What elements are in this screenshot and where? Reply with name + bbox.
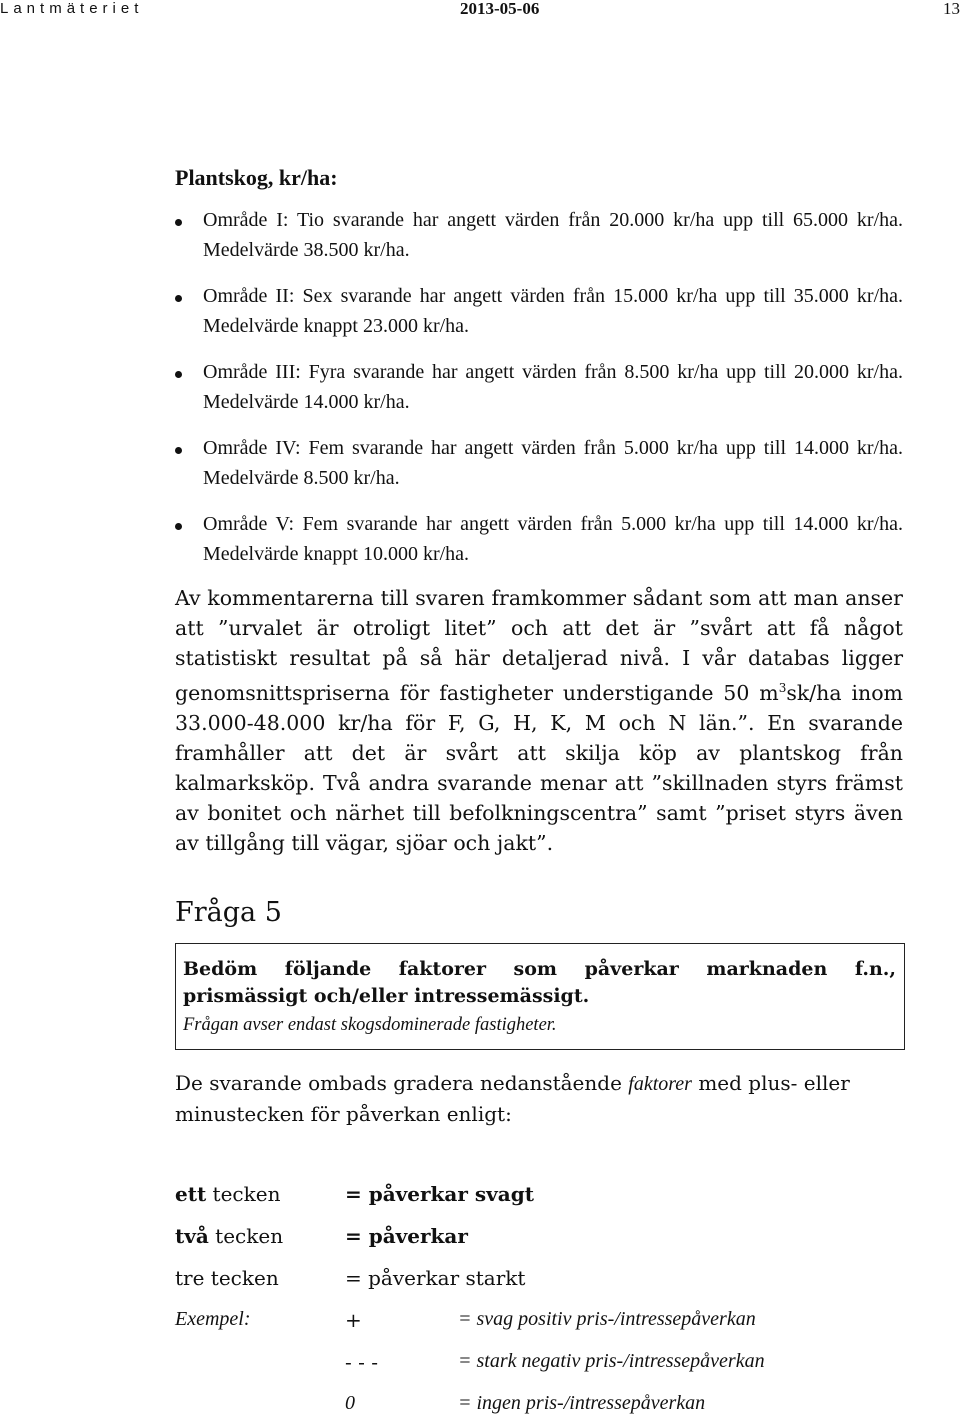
legend-term-bold: ett xyxy=(175,1182,207,1206)
example-sign: - - - xyxy=(345,1350,378,1374)
list-item-text: Område I: Tio svarande har angett värden från 20.000 kr/ha upp till 65.000 kr/ha. Medelvärde 38.500 kr/ha. xyxy=(203,209,903,261)
paragraph-text: sk/ha inom 33.000-48.000 kr/ha för F, G, H, K, M och N län.”. En svarande framhåller att det är svårt att skilja köp av plantskog från kalmarksköp. Två andra svarande menar att ”skillnaden styrs främst av bonitet och närhet till befolkningscentra” samt ”priset styrs även av tillgång till vägar, sjöar och jakt”. xyxy=(175,680,903,855)
section-title: Plantskog, kr/ha: xyxy=(175,165,338,190)
question-heading: Fråga 5 xyxy=(175,897,282,928)
legend-term xyxy=(175,1266,279,1290)
intro-italic: faktorer xyxy=(628,1073,692,1095)
paragraph-text: Av kommentarerna till svaren framkommer sådant som att man anser att ”urvalet är otroligt litet” och att det är ”svårt att få något statistiskt resultat på så här detaljerad nivå. I vår databas ligger genomsnittspriserna för fastigheter understigande 50 m xyxy=(175,586,903,705)
legend-term xyxy=(175,1182,280,1206)
list-item-text: Område V: Fem svarande har angett värden från 5.000 kr/ha upp till 14.000 kr/ha. Medelvärde knappt 10.000 kr/ha. xyxy=(203,513,903,565)
comments-paragraph xyxy=(175,583,903,858)
example-sign: 0 xyxy=(345,1392,355,1414)
legend-definition: = påverkar xyxy=(345,1224,468,1248)
page-header xyxy=(0,0,960,24)
list-item xyxy=(175,205,903,265)
list-item xyxy=(175,433,903,493)
legend-term-rest: tecken xyxy=(206,1182,281,1206)
example-meaning: = stark negativ pris-/intressepåverkan xyxy=(458,1350,765,1372)
example-sign: + xyxy=(345,1308,362,1332)
intro-paragraph xyxy=(175,1068,903,1129)
legend-term xyxy=(175,1224,283,1248)
list-item xyxy=(175,357,903,417)
list-item-text: Område IV: Fem svarande har angett värden från 5.000 kr/ha upp till 14.000 kr/ha. Medelvärde 8.500 kr/ha. xyxy=(203,437,903,489)
list-item xyxy=(175,509,903,569)
superscript: 3 xyxy=(778,681,787,695)
header-date: 2013-05-06 xyxy=(460,0,540,18)
area-list xyxy=(175,205,903,569)
legend-term-rest: tecken xyxy=(208,1224,284,1248)
example-label: Exempel: xyxy=(175,1308,251,1330)
example-meaning: = ingen pris-/intressepåverkan xyxy=(458,1392,706,1414)
list-item-text: Område III: Fyra svarande har angett värden från 8.500 kr/ha upp till 20.000 kr/ha. Medelvärde 14.000 kr/ha. xyxy=(203,361,903,413)
example-meaning: = svag positiv pris-/intressepåverkan xyxy=(458,1308,756,1330)
legend-definition: = påverkar starkt xyxy=(345,1266,526,1290)
bullet-icon xyxy=(175,295,182,302)
intro-text: med plus- eller minustecken för påverkan enligt: xyxy=(175,1071,850,1126)
header-page-number: 13 xyxy=(943,0,960,18)
intro-text: De svarande ombads gradera nedanstående xyxy=(175,1071,629,1095)
question-note: Frågan avser endast skogsdominerade fastigheter. xyxy=(183,1015,557,1035)
legend-term-rest: tre tecken xyxy=(175,1266,279,1290)
list-item-text: Område II: Sex svarande har angett värden från 15.000 kr/ha upp till 35.000 kr/ha. Medelvärde knappt 23.000 kr/ha. xyxy=(203,285,903,337)
bullet-icon xyxy=(175,523,182,530)
legend-definition: = påverkar svagt xyxy=(345,1182,534,1206)
legend-term-bold: två xyxy=(175,1224,209,1248)
header-organization: Lantmäteriet xyxy=(0,0,144,17)
bullet-icon xyxy=(175,219,182,226)
bullet-icon xyxy=(175,371,182,378)
question-text: Bedöm följande faktorer som påverkar marknaden f.n., prismässigt och/eller intressemässigt. xyxy=(183,958,896,1007)
question-box xyxy=(175,943,905,1050)
bullet-icon xyxy=(175,447,182,454)
plantskog-section xyxy=(175,163,903,858)
list-item xyxy=(175,281,903,341)
